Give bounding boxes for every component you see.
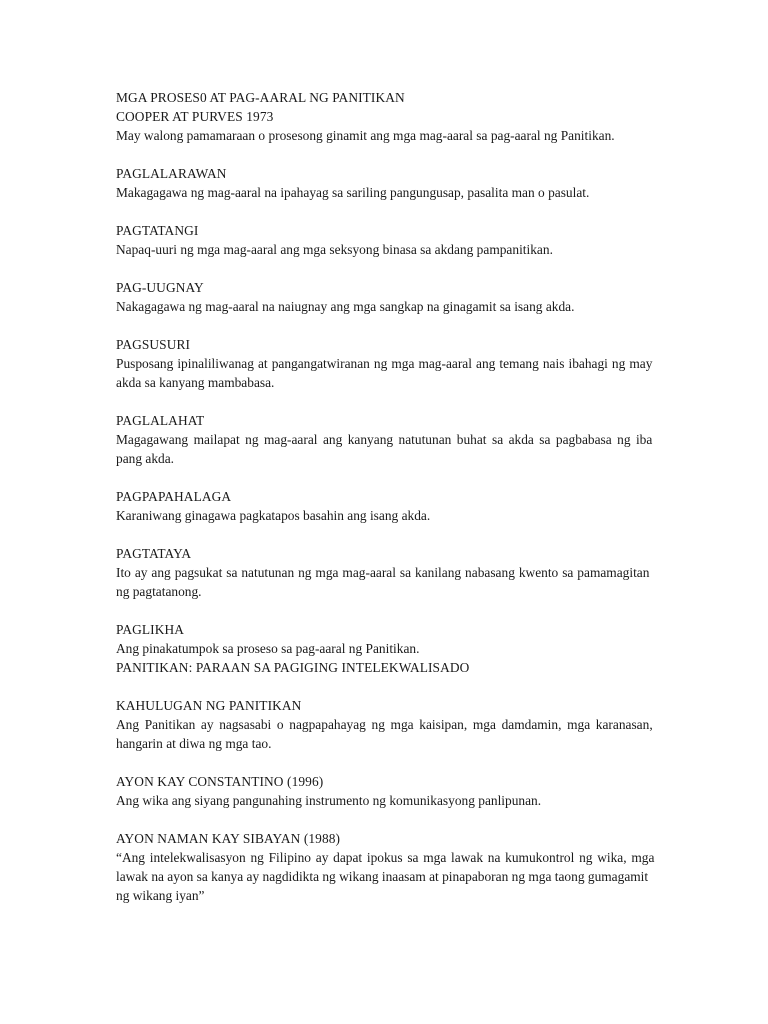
spacer <box>116 753 654 772</box>
document-page <box>116 88 654 905</box>
section-text-kahulugan-line1: Ang Panitikan ay nagsasabi o nagpapahayag ng mga kaisipan, mga damdamin, mga karanasan, <box>116 717 653 732</box>
section-text-sibayan-line2: lawak na ayon sa kanya ay nagdidikta ng wikang inaasam at pinapaboran ng mga taong gumagamit <box>116 869 649 884</box>
section-text-paglalarawan: Makagagawa ng mag-aaral na ipahayag sa sariling pangungusap, pasalita man o pasulat. <box>116 185 590 200</box>
section-text-paglalahat-line1: Magagawang mailapat ng mag-aaral ang kanyang natutunan buhat sa akda sa pagbabasa ng iba <box>116 432 653 447</box>
section-heading-paglikha: PAGLIKHA <box>116 622 185 637</box>
spacer <box>116 259 654 278</box>
section-text-paglikha: Ang pinakatumpok sa proseso sa pag-aaral ng Panitikan. <box>116 641 420 656</box>
section-heading-pagpapahalaga: PAGPAPAHALAGA <box>116 489 232 504</box>
section-text-constantino: Ang wika ang siyang pangunahing instrumento ng komunikasyong panlipunan. <box>116 793 542 808</box>
section-heading-constantino: AYON KAY CONSTANTINO (1996) <box>116 774 324 789</box>
spacer <box>116 316 654 335</box>
section-heading-paglalahat: PAGLALAHAT <box>116 413 205 428</box>
section-subtitle-panitikan: PANITIKAN: PARAAN SA PAGIGING INTELEKWALISADO <box>116 660 470 675</box>
document-source: COOPER AT PURVES 1973 <box>116 109 274 124</box>
section-text-pagtataya-line1: Ito ay ang pagsukat sa natutunan ng mga mag-aaral sa kanilang nabasang kwento sa pamamagitan <box>116 565 650 580</box>
section-text-pag-uugnay: Nakagagawa ng mag-aaral na naiugnay ang mga sangkap na ginagamit sa isang akda. <box>116 299 575 314</box>
section-text-pagtatangi: Napaq-uuri ng mga mag-aaral ang mga seksyong binasa sa akdang pampanitikan. <box>116 242 553 257</box>
section-text-kahulugan-line2: hangarin at diwa ng mga tao. <box>116 736 272 751</box>
section-heading-pag-uugnay: PAG-UUGNAY <box>116 280 204 295</box>
spacer <box>116 145 654 164</box>
document-title: MGA PROSES0 AT PAG-AARAL NG PANITIKAN <box>116 90 405 105</box>
section-text-pagsusuri-line2: akda sa kanyang mambabasa. <box>116 375 275 390</box>
section-heading-pagsusuri: PAGSUSURI <box>116 337 191 352</box>
spacer <box>116 810 654 829</box>
section-text-sibayan-line3: ng wikang iyan” <box>116 888 205 903</box>
section-text-pagpapahalaga: Karaniwang ginagawa pagkatapos basahin ang isang akda. <box>116 508 431 523</box>
section-text-paglalahat-line2: pang akda. <box>116 451 175 466</box>
spacer <box>116 202 654 221</box>
section-text-pagtataya-line2: ng pagtatanong. <box>116 584 202 599</box>
section-text-pagsusuri-line1: Pusposang ipinaliliwanag at pangangatwiranan ng mga mag-aaral ang temang nais ibahagi ng may <box>116 356 653 371</box>
spacer <box>116 677 654 696</box>
section-heading-pagtataya: PAGTATAYA <box>116 546 192 561</box>
spacer <box>116 468 654 487</box>
section-heading-sibayan: AYON NAMAN KAY SIBAYAN (1988) <box>116 831 341 846</box>
section-heading-kahulugan: KAHULUGAN NG PANITIKAN <box>116 698 302 713</box>
intro-text: May walong pamamaraan o prosesong ginamit ang mga mag-aaral sa pag-aaral ng Panitikan. <box>116 128 615 143</box>
spacer <box>116 525 654 544</box>
spacer <box>116 392 654 411</box>
section-text-sibayan-line1: “Ang intelekwalisasyon ng Filipino ay dapat ipokus sa mga lawak na kumukontrol ng wika, mga <box>116 850 655 865</box>
section-heading-paglalarawan: PAGLALARAWAN <box>116 166 227 181</box>
spacer <box>116 601 654 620</box>
section-heading-pagtatangi: PAGTATANGI <box>116 223 199 238</box>
